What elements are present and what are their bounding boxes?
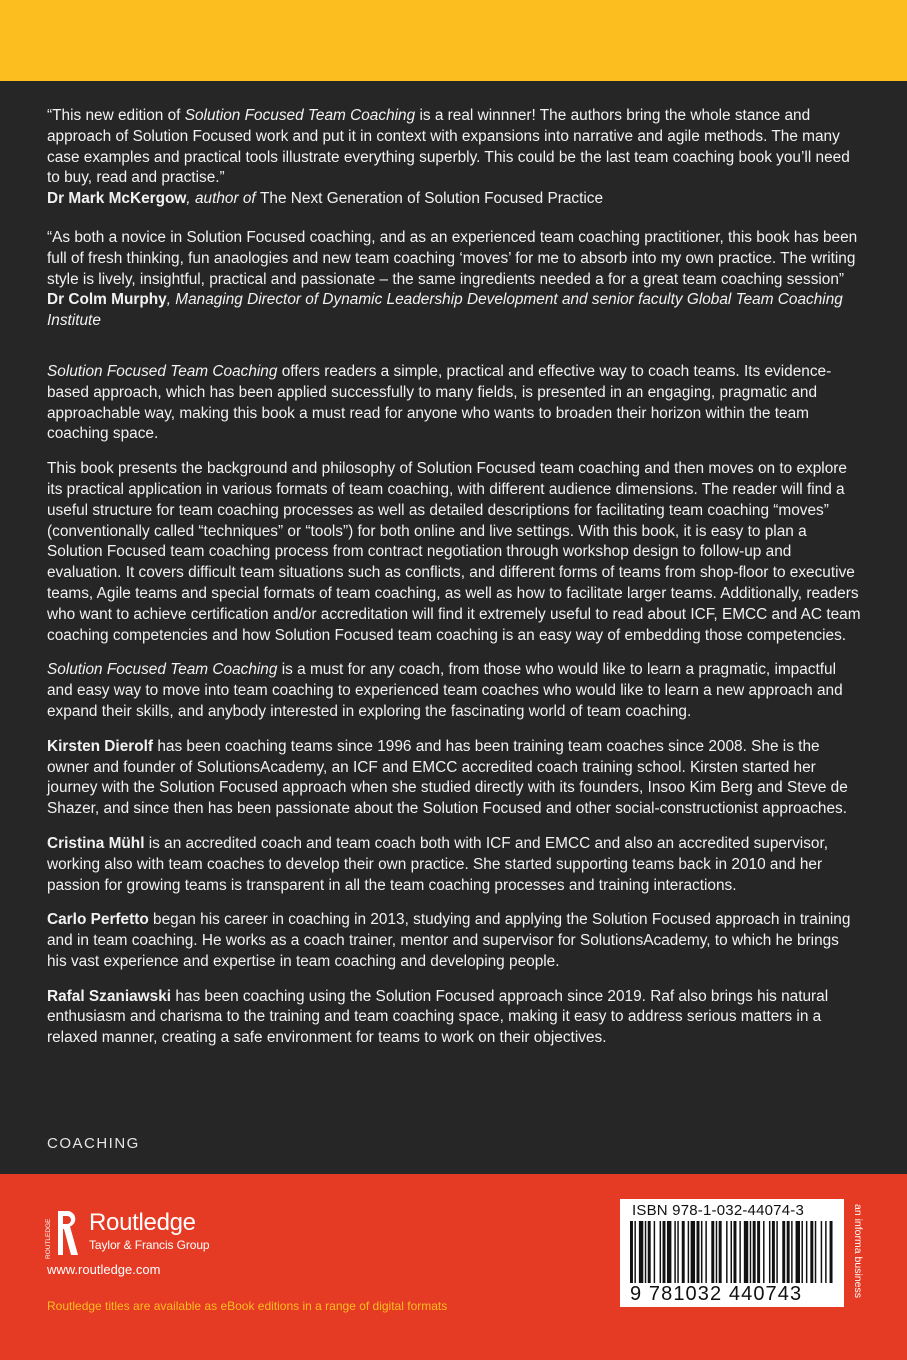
barcode-bar	[719, 1221, 722, 1283]
barcode-digits: 9 781032 440743	[630, 1283, 803, 1305]
barcode-bar	[791, 1221, 792, 1283]
barcode-bar	[634, 1221, 635, 1283]
barcode-bar	[787, 1221, 790, 1283]
barcode-bar	[739, 1221, 740, 1283]
isbn-barcode-block	[620, 1199, 844, 1307]
barcode-bar	[830, 1221, 833, 1283]
barcode-bar	[711, 1221, 714, 1283]
informa-text: an informa business	[852, 1204, 864, 1298]
barcode-bar	[801, 1221, 802, 1283]
barcode-bar	[782, 1221, 785, 1283]
blurb-content	[47, 106, 861, 1049]
barcode-bar	[726, 1221, 727, 1283]
routledge-logo	[44, 1207, 244, 1259]
isbn-label: ISBN 978-1-032-44074-3	[632, 1202, 805, 1219]
description-paragraph-3: Solution Focused Team Coaching is a must for any coach, from those who would like to learn a pragmatic, impactful and easy way to move into team coaching to experienced team coaches who would like to learn a new approach and expand their skills, and anybody interested in exploring the fascinating world of team coaching.	[47, 661, 843, 720]
barcode-bar	[639, 1221, 643, 1283]
barcode-bar	[667, 1221, 671, 1283]
barcode-bar	[806, 1221, 807, 1283]
barcode-bar	[731, 1221, 732, 1283]
barcode-bar	[682, 1221, 685, 1283]
publisher-group: Taylor & Francis Group	[89, 1238, 210, 1252]
barcode-bar	[645, 1221, 646, 1283]
endorsement-2-attribution: Dr Colm Murphy, Managing Director of Dynamic Leadership Development and senior faculty Global Team Coaching Institute	[47, 291, 843, 330]
barcode-bar	[776, 1221, 777, 1283]
barcode-bar	[769, 1221, 770, 1283]
routledge-logo-icon	[44, 1207, 84, 1259]
endorsement-2-quote: “As both a novice in Solution Focused coaching, and as an experienced team coaching practitioner, this book has been full of fresh thinking, fun anaologies and new team coaching ‘moves’ for me to absorb into my own practice. The writing style is lively, insightful, practical and passionate – the same ingredients needed a for a great team coaching session”	[47, 228, 858, 288]
barcode-bar	[757, 1221, 760, 1283]
barcode-bar	[705, 1221, 706, 1283]
barcode-bar	[660, 1221, 661, 1283]
barcode-bar	[654, 1221, 655, 1283]
barcode-bar	[753, 1221, 756, 1283]
barcode	[630, 1221, 834, 1283]
barcode-bar	[674, 1221, 675, 1283]
description-paragraph-1: Solution Focused Team Coaching offers readers a simple, practical and effective way to coach teams. Its evidence-based approach, which has been applied successfully to many fields, is presented in an engaging, pragmatic and approachable way, making this book a must read for anyone who wants to broaden their horizon within the team coaching space.	[47, 362, 832, 443]
category-label: COACHING	[47, 1135, 140, 1152]
barcode-bar	[810, 1221, 813, 1283]
barcode-bar	[733, 1221, 736, 1283]
barcode-bar	[663, 1221, 666, 1283]
top-color-band	[0, 0, 907, 81]
barcode-bar	[825, 1221, 826, 1283]
barcode-bar	[691, 1221, 695, 1283]
publisher-website[interactable]: www.routledge.com	[47, 1262, 161, 1277]
barcode-bar	[716, 1221, 717, 1283]
author-bio-2: Cristina Mühl is an accredited coach and team coach both with ICF and EMCC and also an accredited supervisor, working also with team coaches to develop their own practice. She started supporting teams back in 2010 and her passion for growing teams is transparent in all the team coaching processes and training interactions.	[47, 834, 829, 894]
barcode-bar	[763, 1221, 764, 1283]
logo-vertical-text: ROUTLEDGE	[45, 1218, 52, 1259]
endorsement-1-quote: “This new edition of Solution Focused Team Coaching is a real winnner! The authors bring the whole stance and approach of Solution Focused work and put it in context with expansions into narrative and agile methods. The many case examples and practical tools illustrate everything superbly. This could be the last team coaching book you’ll need to buy, read and practise.”	[47, 107, 850, 187]
author-bio-4: Rafal Szaniawski has been coaching using the Solution Focused approach since 2019. Raf also brings his natural enthusiasm and charisma to the training and team coaching space, making it easy to address serious matters in a relaxed manner, creating a safe environment for teams to work on their objectives.	[47, 987, 829, 1047]
barcode-bar	[688, 1221, 689, 1283]
barcode-bar	[630, 1221, 633, 1283]
publisher-name: Routledge	[89, 1209, 196, 1236]
author-bio-1: Kirsten Dierolf has been coaching teams since 1996 and has been training team coaches since 2008. She is the owner and founder of SolutionsAcademy, an ICF and EMCC accredited coach training school. Kirsten started her journey with the Solution Focused approach when she studied directly with its founders, Insoo Kim Berg and Steve de Shazer, and since then has been passionate about the Solution Focused and other social-constructionist approaches.	[47, 737, 848, 818]
barcode-bar	[701, 1221, 702, 1283]
barcode-bar	[772, 1221, 775, 1283]
endorsement-1-attribution: Dr Mark McKergow, author of The Next Generation of Solution Focused Practice	[47, 190, 604, 208]
ebook-availability-note: Routledge titles are available as eBook editions in a range of digital formats	[47, 1299, 448, 1313]
barcode-bar	[648, 1221, 651, 1283]
barcode-bar	[750, 1221, 751, 1283]
barcode-bar	[697, 1221, 700, 1283]
barcode-bar	[821, 1221, 822, 1283]
informa-business-label	[852, 1204, 866, 1310]
barcode-bar	[677, 1221, 678, 1283]
barcode-bar	[796, 1221, 800, 1283]
author-bio-3: Carlo Perfetto began his career in coaching in 2013, studying and applying the Solution Focused approach in training and in team coaching. He works as a coach trainer, mentor and supervisor for SolutionsAcademy, to which he brings his vast experience and expertise in team coaching and developing people.	[47, 911, 851, 970]
barcode-bar	[744, 1221, 748, 1283]
description-paragraph-2: This book presents the background and philosophy of Solution Focused team coaching and then moves on to explore its practical application in various formats of team coaching, with different audience dimensions. The reader will find a useful structure for team coaching processes as well as detailed descriptions for facilitating team coaching “moves” (conventionally called “techniques” or “tools”) for both online and live settings. With this book, it is easy to plan a Solution Focused team coaching process from contract negotiation through workshop design to follow-up and evaluation. It covers difficult team situations such as conflicts, and different forms of teams from shop-floor to executive teams, Agile teams and special formats of team coaching, as well as how to facilitate larger teams. Additionally, readers who want to achieve certification and/or accreditation will find it extremely useful to read about ICF, EMCC and AC team coaching competencies and how Solution Focused team coaching is an easy way of embedding those competencies.	[47, 460, 861, 644]
barcode-bar	[815, 1221, 816, 1283]
